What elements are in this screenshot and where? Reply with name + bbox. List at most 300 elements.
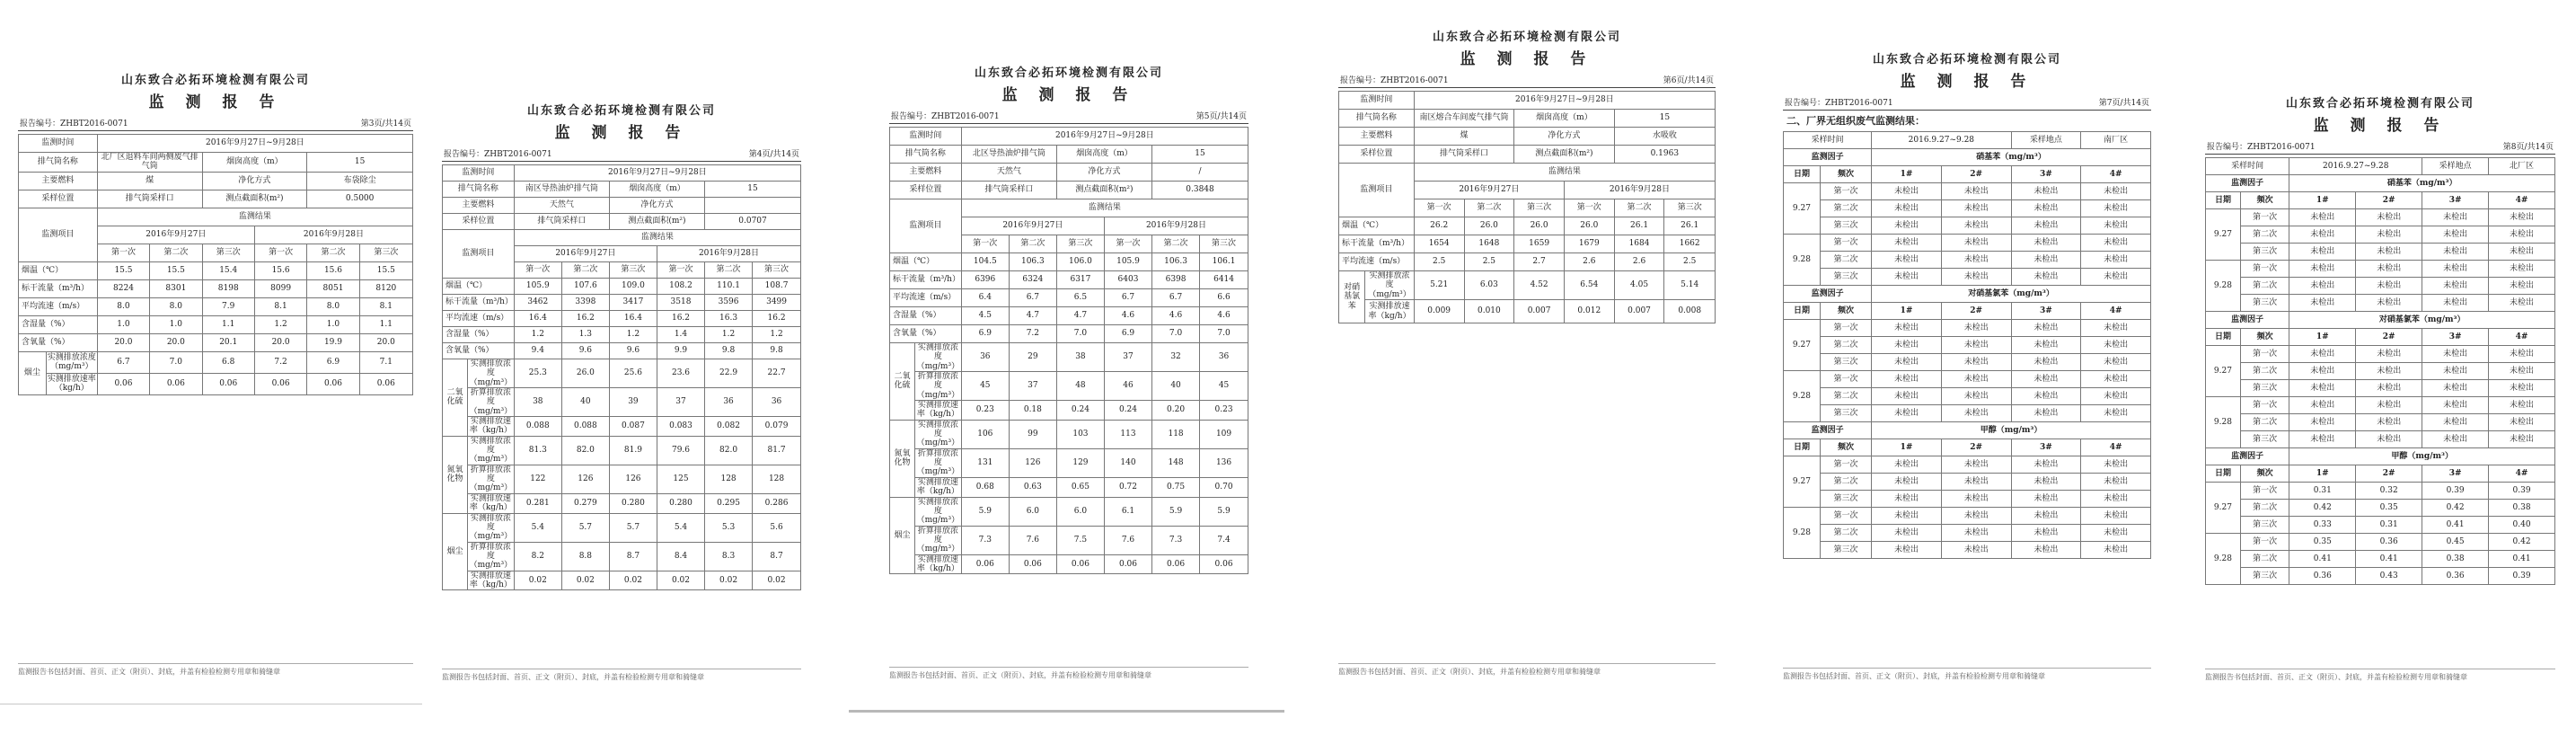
- value-cell: 0.35: [2289, 534, 2356, 551]
- fuel-value: 煤: [97, 172, 202, 190]
- table-row: [2206, 158, 2555, 175]
- table-row: [1784, 217, 2151, 235]
- value-cell: 8301: [150, 279, 202, 297]
- label-cell: 排气筒名称: [1339, 110, 1415, 128]
- value-cell: 9.8: [705, 343, 753, 359]
- day-header: 2016年9月28日: [1104, 217, 1248, 235]
- site-header: 4#: [2489, 465, 2555, 483]
- value-cell: 未检出: [2356, 244, 2422, 261]
- frequency-label: 第二次: [1820, 474, 1871, 491]
- report-meta: [1338, 74, 1716, 88]
- table-row: [890, 401, 1248, 421]
- value-cell: 45: [961, 372, 1009, 401]
- value-cell: 未检出: [1941, 542, 2011, 559]
- value-cell: 5.4: [657, 513, 704, 542]
- value-cell: 15.6: [254, 261, 306, 279]
- outlet-value: 北区导热油炉排气筒: [961, 146, 1056, 164]
- label-cell: 采样地点: [2011, 132, 2081, 149]
- value-cell: 6.7: [1104, 289, 1151, 307]
- value-cell: 未检出: [1872, 183, 1942, 200]
- frequency-label: 第三次: [1820, 491, 1871, 508]
- company-name: 山东致合必拓环境检测有限公司: [974, 66, 1163, 80]
- value-cell: 未检出: [2422, 226, 2489, 244]
- value-cell: 未检出: [2356, 414, 2422, 431]
- metric-label: 折算排放浓度（mg/m³）: [467, 465, 514, 493]
- value-cell: 未检出: [2422, 380, 2489, 397]
- metric-label: 实测排放浓度（mg/m³）: [914, 420, 961, 448]
- value-cell: 1.0: [307, 315, 359, 333]
- label-cell: 采样位置: [19, 190, 98, 208]
- value-cell: 未检出: [1941, 525, 2011, 542]
- value-cell: 0.082: [705, 417, 753, 437]
- label-cell: 日期: [2206, 192, 2241, 209]
- value-cell: 0.06: [97, 373, 149, 394]
- value-cell: 未检出: [2011, 337, 2081, 354]
- value-cell: 未检出: [1941, 235, 2011, 252]
- table-row: [890, 199, 1248, 217]
- value-cell: 25.6: [609, 359, 657, 388]
- value-cell: 0.36: [2356, 534, 2422, 551]
- height-value: 15: [705, 182, 801, 198]
- value-cell: 1.3: [561, 327, 609, 343]
- table-row: [2206, 551, 2555, 568]
- table-row: [1339, 146, 1716, 164]
- parameter-label: 含氧量（%）: [19, 333, 98, 351]
- value-cell: 20.0: [254, 333, 306, 351]
- frequency-label: 第一次: [2240, 209, 2289, 226]
- value-cell: 0.41: [2289, 551, 2356, 568]
- value-cell: 5.9: [1152, 497, 1200, 526]
- value-cell: 109: [1200, 420, 1248, 448]
- value-cell: 4.6: [1152, 307, 1200, 325]
- table-row: [2206, 175, 2555, 192]
- frequency-label: 第二次: [2240, 363, 2289, 380]
- value-cell: 5.7: [561, 513, 609, 542]
- fuel-value: 煤: [1414, 128, 1513, 146]
- table-row: [890, 128, 1248, 146]
- value-cell: 1.4: [657, 327, 704, 343]
- label-cell: 监测时间: [1339, 92, 1415, 110]
- value-cell: 126: [1009, 448, 1056, 477]
- frequency-label: 第一次: [1820, 508, 1871, 525]
- table-row: [1784, 405, 2151, 422]
- value-cell: 110.1: [705, 279, 753, 295]
- emission-table: [442, 164, 801, 590]
- table-row: [443, 198, 801, 214]
- factor-name: 对硝基氯苯（mg/m³）: [2289, 312, 2555, 329]
- value-cell: 未检出: [2289, 295, 2356, 312]
- report-title: 监 测 报 告: [1900, 73, 2034, 91]
- table-row: [19, 153, 413, 173]
- value-cell: 6.9: [961, 325, 1009, 343]
- report-title: 监 测 报 告: [2313, 117, 2448, 135]
- value-cell: 7.0: [1152, 325, 1200, 343]
- label-cell: 监测项目: [19, 208, 98, 261]
- table-row: [890, 420, 1248, 448]
- table-row: [890, 526, 1248, 554]
- table-cell: 第二次: [561, 262, 609, 279]
- value-cell: 未检出: [2289, 363, 2356, 380]
- value-cell: 15.5: [150, 261, 202, 279]
- table-row: [890, 448, 1248, 477]
- value-cell: 0.41: [2356, 551, 2422, 568]
- value-cell: 0.02: [514, 571, 561, 590]
- value-cell: 36: [961, 343, 1009, 372]
- value-cell: 4.7: [1056, 307, 1104, 325]
- site-header: 4#: [2489, 329, 2555, 346]
- table-cell: 第二次: [150, 244, 202, 261]
- metric-label: 折算排放浓度（mg/m³）: [467, 388, 514, 417]
- value-cell: 4.05: [1614, 271, 1664, 300]
- emission-table: [889, 127, 1248, 574]
- report-footer: 监测报告书包括封面、首页、正文（附页）、封底，并盖有检验检测专用章和骑缝章: [18, 663, 413, 677]
- value-cell: 6.0: [1009, 497, 1056, 526]
- value-cell: 0.02: [705, 571, 753, 590]
- value-cell: 6317: [1056, 271, 1104, 289]
- parameter-label: 含湿量（%）: [890, 307, 962, 325]
- frequency-label: 第三次: [1820, 269, 1871, 286]
- value-cell: 8.1: [359, 297, 412, 315]
- metric-label: 实测排放速率（kg/h）: [467, 417, 514, 437]
- height-value: 15: [1614, 110, 1715, 128]
- value-cell: 126: [561, 465, 609, 493]
- frequency-label: 第一次: [1820, 456, 1871, 474]
- value-cell: 16.2: [561, 311, 609, 327]
- day-header: 2016年9月27日: [514, 246, 657, 262]
- purify-value: /: [1152, 164, 1248, 182]
- site-header: 2#: [2356, 465, 2422, 483]
- value-cell: 0.39: [2489, 568, 2555, 585]
- value-cell: 4.6: [1104, 307, 1151, 325]
- table-row: [19, 315, 413, 333]
- value-cell: 6403: [1104, 271, 1151, 289]
- table-row: [19, 172, 413, 190]
- value-cell: 3417: [609, 295, 657, 311]
- label-cell: 净化方式: [202, 172, 307, 190]
- value-cell: 1662: [1664, 235, 1716, 253]
- value-cell: 未检出: [2081, 183, 2151, 200]
- value-cell: 未检出: [2289, 431, 2356, 448]
- value-cell: 未检出: [1941, 388, 2011, 405]
- value-cell: 106.3: [1152, 253, 1200, 271]
- table-row: [1784, 474, 2151, 491]
- frequency-label: 第一次: [2240, 483, 2289, 500]
- area-value: 0.1963: [1614, 146, 1715, 164]
- table-cell: 第二次: [1464, 199, 1514, 217]
- value-cell: 105.9: [1104, 253, 1151, 271]
- table-row: [2206, 500, 2555, 517]
- table-row: [443, 182, 801, 198]
- table-row: [1784, 439, 2151, 456]
- fugitive-table: [2205, 157, 2555, 585]
- site-header: 1#: [1872, 166, 1942, 183]
- value-cell: 36: [705, 388, 753, 417]
- frequency-label: 第二次: [1820, 200, 1871, 217]
- label-cell: 主要燃料: [890, 164, 962, 182]
- label-cell: 日期: [1784, 439, 1821, 456]
- value-cell: 0.007: [1614, 300, 1664, 323]
- value-cell: 未检出: [1941, 200, 2011, 217]
- value-cell: 36: [753, 388, 801, 417]
- metric-label: 实测排放浓度（mg/m³）: [47, 352, 96, 372]
- frequency-label: 第一次: [2240, 261, 2289, 278]
- day-header: 2016年9月27日: [961, 217, 1104, 235]
- day-label: 9.28: [2206, 397, 2241, 448]
- table-row: [890, 146, 1248, 164]
- frequency-label: 第三次: [2240, 380, 2289, 397]
- frequency-label: 第一次: [1820, 183, 1871, 200]
- value-cell: 0.31: [2356, 517, 2422, 534]
- day-header: 2016年9月28日: [657, 246, 800, 262]
- table-row: [1784, 303, 2151, 320]
- value-cell: 109.0: [609, 279, 657, 295]
- table-row: [1784, 388, 2151, 405]
- site-header: 4#: [2489, 192, 2555, 209]
- page-number: 第5页/共14页: [1195, 112, 1247, 121]
- value-cell: 15.5: [97, 261, 149, 279]
- value-cell: 0.41: [2489, 551, 2555, 568]
- value-cell: 8198: [202, 279, 254, 297]
- site-value: 南厂区: [2081, 132, 2151, 149]
- value-cell: 125: [657, 465, 704, 493]
- page-number: 第4页/共14页: [748, 150, 799, 159]
- table-row: [890, 253, 1248, 271]
- table-row: [1784, 491, 2151, 508]
- value-cell: 未检出: [2011, 269, 2081, 286]
- value-cell: 38: [1056, 343, 1104, 372]
- value-cell: 8051: [307, 279, 359, 297]
- date-value: 2016年9月27日~9月28日: [514, 165, 800, 182]
- site-header: 1#: [1872, 439, 1942, 456]
- table-cell: 第三次: [1664, 199, 1716, 217]
- value-cell: 0.38: [2489, 500, 2555, 517]
- metric-label: 实测排放浓度（mg/m³）: [1365, 271, 1414, 300]
- label-cell: 监测项目: [1339, 164, 1415, 217]
- label-cell: 监测时间: [443, 165, 515, 182]
- report-title: 监 测 报 告: [1001, 86, 1136, 104]
- parameter-label: 含氧量（%）: [890, 325, 962, 343]
- table-row: [890, 554, 1248, 574]
- value-cell: 5.14: [1664, 271, 1716, 300]
- value-cell: 未检出: [1872, 474, 1942, 491]
- metric-label: 实测排放速率（kg/h）: [914, 554, 961, 574]
- value-cell: 0.65: [1056, 477, 1104, 497]
- table-row: [1784, 235, 2151, 252]
- table-row: [443, 311, 801, 327]
- parameter-label: 标干流量（m³/h）: [1339, 235, 1415, 253]
- value-cell: 未检出: [2489, 261, 2555, 278]
- report-footer: 监测报告书包括封面、首页、正文（附页）、封底，并盖有检验检测专用章和骑缝章: [2205, 669, 2555, 682]
- frequency-label: 第二次: [1820, 337, 1871, 354]
- table-row: [2206, 380, 2555, 397]
- metric-label: 实测排放速率（kg/h）: [467, 571, 514, 590]
- value-cell: 3596: [705, 295, 753, 311]
- value-cell: 未检出: [2081, 217, 2151, 235]
- parameter-label: 烟温（℃）: [890, 253, 962, 271]
- site-header: 4#: [2081, 303, 2151, 320]
- value-cell: 未检出: [2422, 244, 2489, 261]
- value-cell: 未检出: [2356, 380, 2422, 397]
- value-cell: 8.0: [307, 297, 359, 315]
- table-row: [2206, 192, 2555, 209]
- value-cell: 未检出: [1941, 217, 2011, 235]
- table-row: [1784, 183, 2151, 200]
- frequency-label: 第二次: [2240, 226, 2289, 244]
- table-row: [1784, 132, 2151, 149]
- value-cell: 5.9: [1200, 497, 1248, 526]
- value-cell: 未检出: [2011, 525, 2081, 542]
- frequency-label: 第二次: [1820, 525, 1871, 542]
- value-cell: 1654: [1414, 235, 1464, 253]
- day-label: 9.27: [1784, 183, 1821, 235]
- table-row: [890, 497, 1248, 526]
- value-cell: 5.4: [514, 513, 561, 542]
- value-cell: 9.8: [753, 343, 801, 359]
- value-cell: 128: [753, 465, 801, 493]
- value-cell: 未检出: [2489, 295, 2555, 312]
- value-cell: 46: [1104, 372, 1151, 401]
- page-number: 第3页/共14页: [360, 120, 411, 128]
- value-cell: 7.0: [1056, 325, 1104, 343]
- value-cell: 0.079: [753, 417, 801, 437]
- value-cell: 2.5: [1414, 253, 1464, 271]
- value-cell: 4.5: [961, 307, 1009, 325]
- value-cell: 未检出: [2422, 363, 2489, 380]
- label-cell: 频次: [1820, 303, 1871, 320]
- value-cell: 3518: [657, 295, 704, 311]
- value-cell: 0.295: [705, 493, 753, 513]
- value-cell: 6.7: [1152, 289, 1200, 307]
- purify-value: 布袋除尘: [307, 172, 413, 190]
- frequency-label: 第三次: [1820, 542, 1871, 559]
- metric-label: 实测排放浓度（mg/m³）: [467, 513, 514, 542]
- pollutant-label: 烟尘: [890, 497, 915, 574]
- day-label: 9.28: [1784, 235, 1821, 286]
- label-cell: 监测因子: [1784, 422, 1872, 439]
- value-cell: 2.5: [1664, 253, 1716, 271]
- table-cell: 第一次: [1564, 199, 1614, 217]
- purify-value: [705, 198, 801, 214]
- value-cell: 0.35: [2356, 500, 2422, 517]
- report-number: 报告编号：ZHBT2016-0071: [2207, 143, 2316, 152]
- label-cell: 监测时间: [890, 128, 962, 146]
- value-cell: 未检出: [2289, 414, 2356, 431]
- value-cell: 8.0: [150, 297, 202, 315]
- outlet-value: 南区熔合车间废气排气筒: [1414, 110, 1513, 128]
- label-cell: 监测结果: [961, 199, 1248, 217]
- value-cell: 未检出: [2081, 269, 2151, 286]
- value-cell: 0.31: [2289, 483, 2356, 500]
- pollutant-label: 烟尘: [19, 351, 47, 394]
- value-cell: 1.0: [97, 315, 149, 333]
- value-cell: 8.4: [657, 542, 704, 571]
- section-title: 二、厂界无组织废气监测结果：: [1786, 115, 1925, 127]
- table-cell: 第三次: [1514, 199, 1565, 217]
- value-cell: 108.7: [753, 279, 801, 295]
- table-cell: 第一次: [1414, 199, 1464, 217]
- label-cell: 采样位置: [1339, 146, 1415, 164]
- value-cell: 136: [1200, 448, 1248, 477]
- value-cell: 0.68: [961, 477, 1009, 497]
- value-cell: 未检出: [2289, 380, 2356, 397]
- value-cell: 0.06: [1152, 554, 1200, 574]
- pollutant-label: 烟尘: [443, 513, 468, 590]
- table-row: [1784, 508, 2151, 525]
- value-cell: 未检出: [1941, 320, 2011, 337]
- value-cell: 未检出: [2289, 261, 2356, 278]
- area-value: 0.5000: [307, 190, 413, 208]
- report-page-5: [889, 63, 1248, 679]
- value-cell: 6396: [961, 271, 1009, 289]
- table-cell: 第一次: [1104, 235, 1151, 253]
- value-cell: 0.36: [2422, 568, 2489, 585]
- fugitive-table: [1783, 131, 2151, 559]
- metric-label: 实测排放速率（kg/h）: [914, 401, 961, 421]
- value-cell: 4.52: [1514, 271, 1565, 300]
- value-cell: 未检出: [2422, 414, 2489, 431]
- factor-name: 甲醇（mg/m³）: [1872, 422, 2151, 439]
- value-cell: 118: [1152, 420, 1200, 448]
- metric-label: 折算排放浓度（mg/m³）: [914, 526, 961, 554]
- value-cell: 0.70: [1200, 477, 1248, 497]
- value-cell: 122: [514, 465, 561, 493]
- table-row: [1784, 166, 2151, 183]
- value-cell: 未检出: [2011, 508, 2081, 525]
- metric-label: 折算排放浓度（mg/m³）: [914, 372, 961, 401]
- frequency-label: 第三次: [2240, 244, 2289, 261]
- parameter-label: 含湿量（%）: [443, 327, 515, 343]
- value-cell: 16.2: [753, 311, 801, 327]
- value-cell: 未检出: [2356, 363, 2422, 380]
- label-cell: 采样时间: [1784, 132, 1872, 149]
- report-meta: [18, 117, 413, 131]
- value-cell: 0.36: [2289, 568, 2356, 585]
- label-cell: 频次: [2240, 465, 2289, 483]
- value-cell: 6.1: [1104, 497, 1151, 526]
- day-label: 9.27: [1784, 320, 1821, 371]
- value-cell: 未检出: [1872, 508, 1942, 525]
- report-title: 监 测 报 告: [554, 124, 689, 142]
- value-cell: 105.9: [514, 279, 561, 295]
- value-cell: 99: [1009, 420, 1056, 448]
- site-header: 4#: [2081, 439, 2151, 456]
- label-cell: 净化方式: [1514, 128, 1614, 146]
- value-cell: 未检出: [2422, 209, 2489, 226]
- label-cell: 日期: [1784, 303, 1821, 320]
- value-cell: 4.6: [1200, 307, 1248, 325]
- table-row: [19, 351, 413, 373]
- table-row: [890, 289, 1248, 307]
- value-cell: 81.3: [514, 436, 561, 465]
- value-cell: 0.20: [1152, 401, 1200, 421]
- value-cell: 5.6: [753, 513, 801, 542]
- value-cell: 未检出: [2011, 542, 2081, 559]
- table-row: [443, 465, 801, 493]
- value-cell: 0.32: [2356, 483, 2422, 500]
- value-cell: 45: [1200, 372, 1248, 401]
- value-cell: 7.2: [1009, 325, 1056, 343]
- table-row: [2206, 431, 2555, 448]
- label-cell: 监测因子: [2206, 175, 2289, 192]
- value-cell: 0.280: [609, 493, 657, 513]
- report-number: 报告编号：ZHBT2016-0071: [444, 150, 552, 159]
- value-cell: 未检出: [2081, 405, 2151, 422]
- value-cell: 7.6: [1009, 526, 1056, 554]
- label-cell: 监测项目: [443, 230, 515, 279]
- table-row: [443, 493, 801, 513]
- value-cell: 26.1: [1664, 217, 1716, 235]
- table-row: [2206, 226, 2555, 244]
